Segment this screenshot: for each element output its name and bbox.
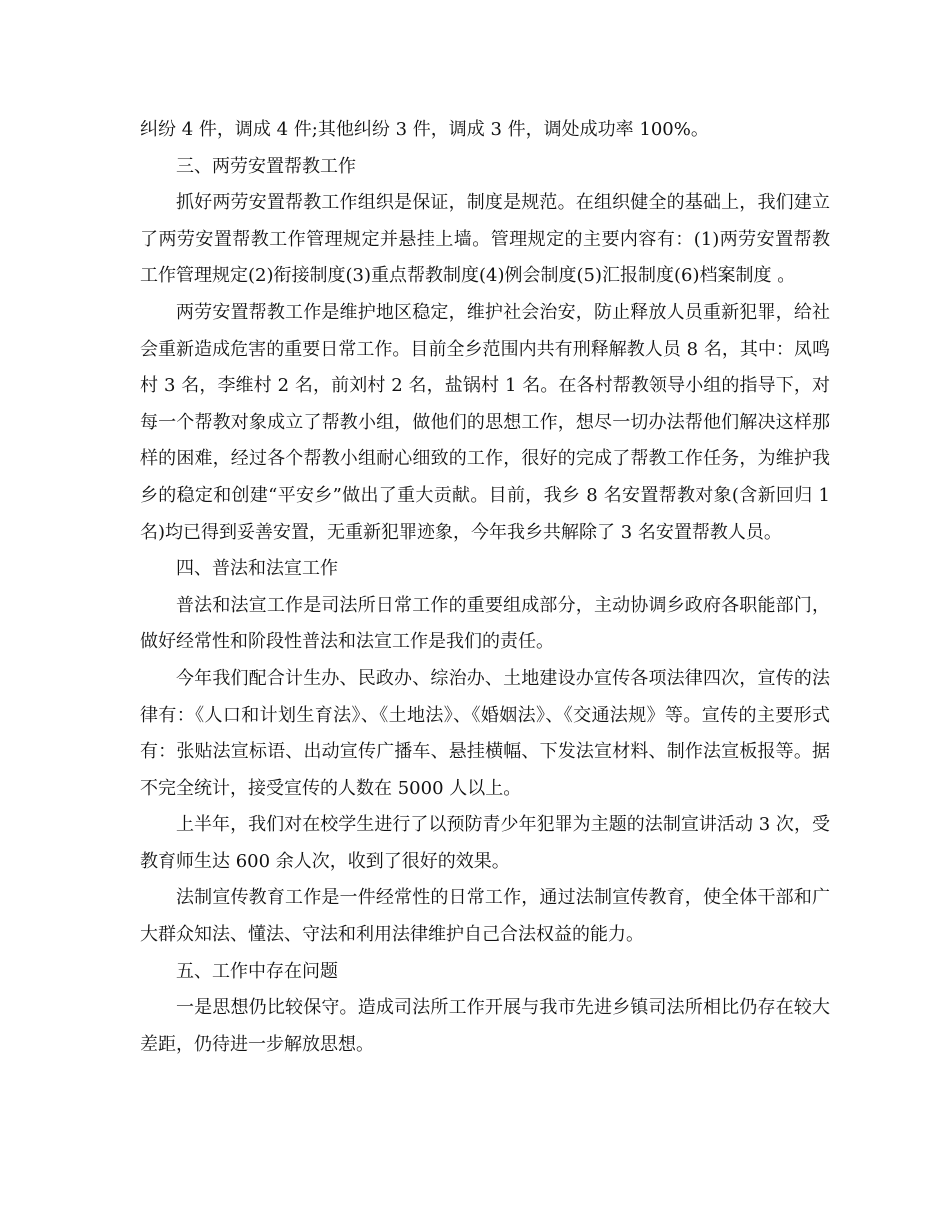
section-heading-4: 四、普法和法宣工作 bbox=[176, 558, 338, 580]
paragraph-management-rules: 抓好两劳安置帮教工作组织是保证，制度是规范。在组织健全的基础上，我们建立了两劳安置帮教工作管理规定并悬挂上墙。管理规定的主要内容有：(1)两劳安置帮教工作管理规定(2)衔接制度(3)重点帮教制度(4)例会制度(5)汇报制度(6)档案制度 。 bbox=[140, 192, 830, 287]
paragraph-legal-publicity-campaigns: 今年我们配合计生办、民政办、综治办、土地建设办宣传各项法律四次，宣传的法律有：《人口和计划生育法》、《土地法》、《婚姻法》、《交通法规》等。宣传的主要形式有：张贴法宣标语、出动宣传广播车、悬挂横幅、下发法宣材料、制作法宣板报等。据不完全统计，接受宣传的人数在 5000 人以上。 bbox=[140, 667, 830, 799]
paragraph-legal-education: 法制宣传教育工作是一件经常性的日常工作，通过法制宣传教育，使全体干部和广大群众知法、懂法、守法和利用法律维护自己合法权益的能力。 bbox=[140, 887, 830, 946]
paragraph-student-lectures: 上半年，我们对在校学生进行了以预防青少年犯罪为主题的法制宣讲活动 3 次，受教育师生达 600 余人次，收到了很好的效果。 bbox=[140, 814, 830, 872]
section-heading-3: 三、两劳安置帮教工作 bbox=[176, 155, 356, 177]
document-page bbox=[140, 112, 830, 1063]
paragraph-resettlement-work: 两劳安置帮教工作是维护地区稳定，维护社会治安，防止释放人员重新犯罪，给社会重新造成危害的重要日常工作。目前全乡范围内共有刑释解教人员 8 名，其中：凤鸣村 3 名，李维村 2 名，前刘村 2 名，盐锅村 1 名。在各村帮教领导小组的指导下，对每一个帮教对象成立了帮教小组，做他们的思想工作，想尽一切办法帮他们解决这样那样的困难，经过各个帮教小组耐心细致的工作，很好的完成了帮教工作任务，为维护我乡的稳定和创建“平安乡”做出了重大贡献。目前，我乡 8 名安置帮教对象(含新回归 1 名)均已得到妥善安置，无重新犯罪迹象，今年我乡共解除了 3 名安置帮教人员。 bbox=[140, 301, 830, 543]
section-heading-5: 五、工作中存在问题 bbox=[176, 960, 338, 982]
paragraph-problems: 一是思想仍比较保守。造成司法所工作开展与我市先进乡镇司法所相比仍存在较大差距，仍待进一步解放思想。 bbox=[140, 997, 830, 1055]
paragraph-continuation: 纠纷 4 件，调成 4 件;其他纠纷 3 件，调成 3 件，调处成功率 100%。 bbox=[140, 119, 709, 140]
paragraph-legal-publicity-intro: 普法和法宣工作是司法所日常工作的重要组成部分，主动协调乡政府各职能部门，做好经常性和阶段性普法和法宣工作是我们的责任。 bbox=[140, 594, 830, 653]
